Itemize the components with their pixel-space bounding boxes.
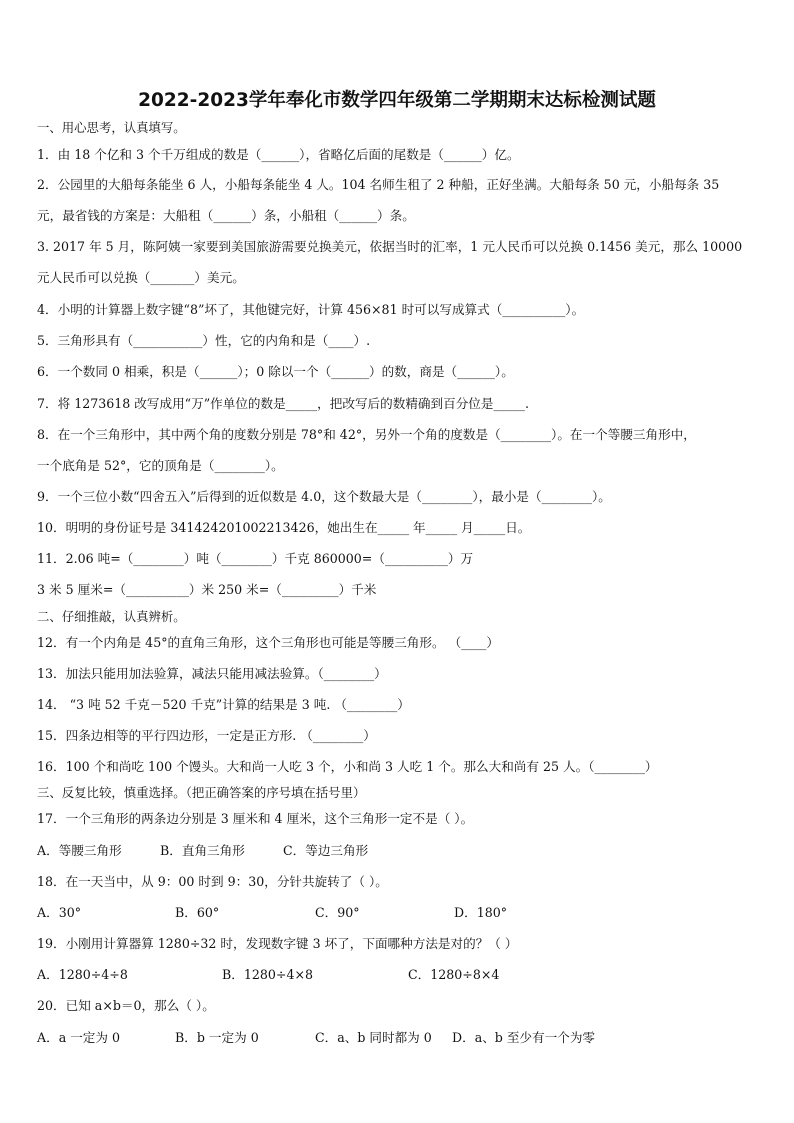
question-1: 1．由 18 个亿和 3 个千万组成的数是（______），省略亿后面的尾数是（______）亿。 xyxy=(37,147,520,162)
question-15: 15．四条边相等的平行四边形，一定是正方形. （________） xyxy=(37,728,376,743)
question-17-option-a: A．等腰三角形 xyxy=(37,843,122,858)
question-20: 20．已知 a×b＝0，那么（ ）。 xyxy=(37,998,215,1013)
question-12: 12．有一个内角是 45°的直角三角形，这个三角形也可能是等腰三角形。 （____） xyxy=(37,635,499,650)
section-heading-2: 二、仔细推敲，认真辨析。 xyxy=(37,609,186,624)
question-11-line-1: 11．2.06 吨=（________）吨（________）千克 860000=（__________）万 xyxy=(37,551,474,566)
page-title: 2022-2023学年奉化市数学四年级第二学期期末达标检测试题 xyxy=(138,90,656,111)
question-20-option-b: B．b 一定为 0 xyxy=(175,1030,259,1045)
question-13: 13．加法只能用加法验算，减法只能用减法验算。（________） xyxy=(37,666,387,681)
section-heading-1: 一、用心思考，认真填写。 xyxy=(37,120,186,135)
question-6: 6．一个数同 0 相乘，积是（______）；0 除以一个（______）的数，商是（______）。 xyxy=(37,364,514,379)
question-3-line-2: 元人民币可以兑换（_______）美元。 xyxy=(37,270,245,285)
question-19-option-a: A．1280÷4÷8 xyxy=(37,967,128,982)
question-17: 17．一个三角形的两条边分别是 3 厘米和 4 厘米，这个三角形一定不是（ ）。 xyxy=(37,811,474,826)
section-heading-3: 三、反复比较，慎重选择。（把正确答案的序号填在括号里） xyxy=(37,785,366,800)
question-20-option-c: C．a、b 同时都为 0 xyxy=(315,1030,432,1045)
question-11-line-2: 3 米 5 厘米=（__________）米 250 米=（_________）千米 xyxy=(37,582,377,597)
question-18-option-a: A．30° xyxy=(37,905,82,920)
question-18-option-c: C．90° xyxy=(315,905,360,920)
question-2-line-1: 2．公园里的大船每条能坐 6 人，小船每条能坐 4 人。104 名师生租了 2 种船，正好坐满。大船每条 50 元，小船每条 35 xyxy=(37,177,720,192)
question-18-option-d: D．180° xyxy=(454,905,508,920)
question-19: 19．小刚用计算器算 1280÷32 时，发现数字键 3 坏了，下面哪种方法是对的？（ ） xyxy=(37,936,518,951)
question-19-option-c: C．1280÷8×4 xyxy=(408,967,500,982)
question-4: 4．小明的计算器上数字键“8”坏了，其他键完好，计算 456×81 时可以写成算式（__________）。 xyxy=(37,302,585,317)
question-9: 9．一个三位小数“四舍五入”后得到的近似数是 4.0，这个数最大是（________），最小是（________）。 xyxy=(37,489,611,504)
question-18: 18．在一天当中，从 9：00 时到 9：30，分针共旋转了（ ）。 xyxy=(37,874,388,889)
question-10: 10．明明的身份证号是 341424201002213426，她出生在_____ 年_____ 月_____日。 xyxy=(37,520,531,535)
question-2-line-2: 元，最省钱的方案是：大船租（______）条，小船租（______）条。 xyxy=(37,208,415,223)
question-7: 7．将 1273618 改写成用“万”作单位的数是_____，把改写后的数精确到百分位是_____. xyxy=(37,396,529,411)
question-8-line-2: 一个底角是 52°，它的顶角是（________）。 xyxy=(37,458,284,473)
question-14: 14． “3 吨 52 千克－520 千克”计算的结果是 3 吨. （________） xyxy=(37,697,410,712)
question-16: 16．100 个和尚吃 100 个馒头。大和尚一人吃 3 个，小和尚 3 人吃 1 个。那么大和尚有 25 人。（________） xyxy=(37,759,658,774)
question-18-option-b: B．60° xyxy=(175,905,220,920)
question-5: 5．三角形具有（___________）性，它的内角和是（____）. xyxy=(37,333,371,348)
question-3-line-1: 3. 2017 年 5 月，陈阿姨一家要到美国旅游需要兑换美元，依据当时的汇率，1 元人民币可以兑换 0.1456 美元，那么 10000 xyxy=(37,239,743,254)
question-8-line-1: 8．在一个三角形中，其中两个角的度数分别是 78°和 42°，另外一个角的度数是（________）。在一个等腰三角形中， xyxy=(37,427,696,442)
question-19-option-b: B．1280÷4×8 xyxy=(222,967,314,982)
question-17-option-b: B．直角三角形 xyxy=(160,843,245,858)
question-20-option-d: D．a、b 至少有一个为零 xyxy=(452,1030,596,1045)
question-20-option-a: A．a 一定为 0 xyxy=(37,1030,120,1045)
question-17-option-c: C．等边三角形 xyxy=(283,843,369,858)
